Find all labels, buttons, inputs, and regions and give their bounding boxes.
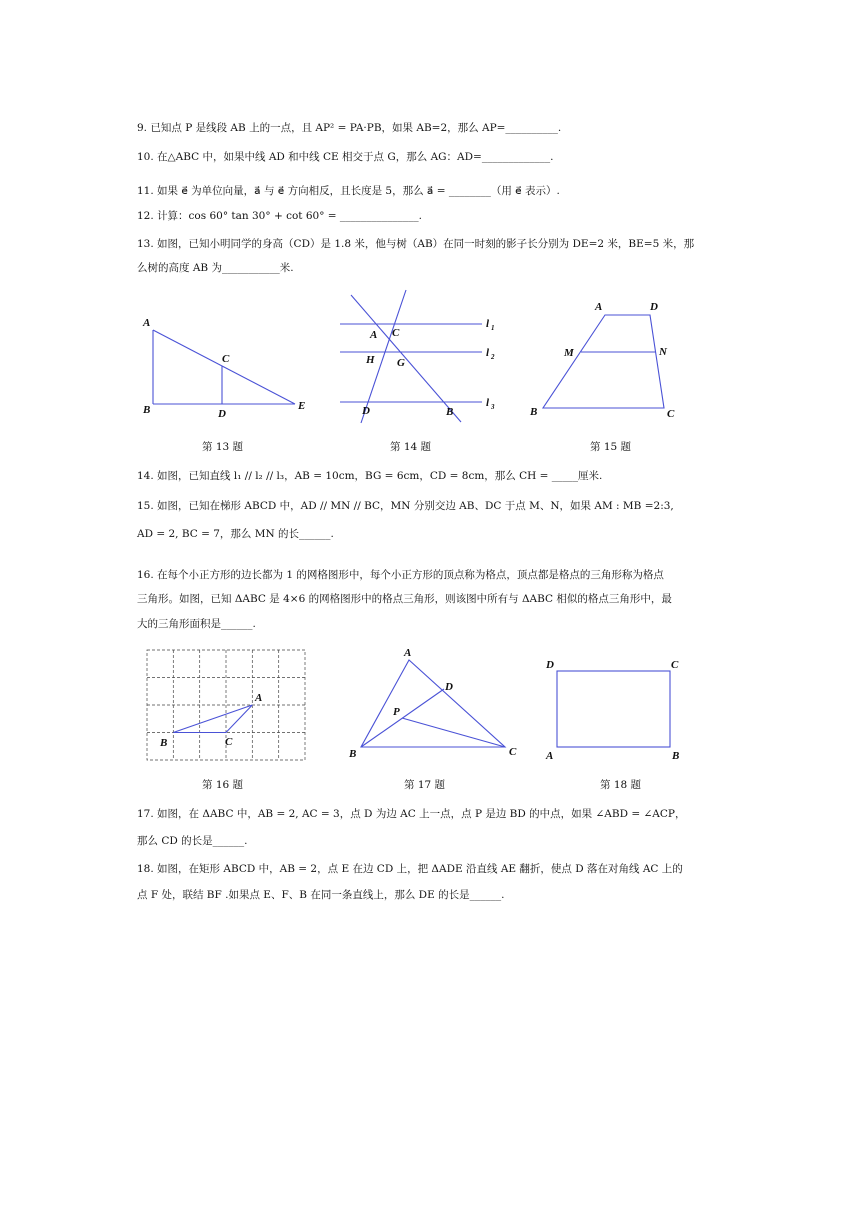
question-17-line1: 17. 如图，在 ΔABC 中，AB = 2, AC = 3，点 D 为边 AC 上一点，点 P 是边 BD 的中点，如果 ∠ABD = ∠ACP， <box>137 808 686 820</box>
question-16-line2: 三角形。如图，已知 ΔABC 是 4×6 的网格图形中的格点三角形，则该图中所有与 ΔABC 相似的格点三角形中，最 <box>137 593 672 605</box>
fig14-label-h: H <box>366 354 375 366</box>
fig14-label-b: B <box>446 406 454 418</box>
fig18-rectangle-abcd <box>557 671 670 747</box>
fig13-label-a: A <box>143 317 151 329</box>
question-15-line1: 15. 如图，已知在梯形 ABCD 中，AD // MN // BC，MN 分别交边 AB、DC 于点 M、N，如果 AM : MB =2:3, <box>137 500 674 512</box>
fig18-label-b: B <box>672 750 680 762</box>
fig13-segment-ae <box>153 330 295 404</box>
fig16-triangle-abc <box>173 705 252 733</box>
figure-14 <box>336 290 516 430</box>
question-18-line2: 点 F 处，联结 BF .如果点 E、F、B 在同一条直线上，那么 DE 的长是______. <box>137 889 505 901</box>
fig13-label-e: E <box>298 400 306 412</box>
question-17-line2: 那么 CD 的长是______. <box>137 835 248 847</box>
fig14-label-g: G <box>397 357 405 369</box>
fig14-label-l2: l <box>486 347 490 359</box>
caption-15: 第 15 题 <box>590 441 632 453</box>
fig16-label-b: B <box>160 737 168 749</box>
question-16-line3: 大的三角形面积是______. <box>137 618 256 630</box>
fig14-label-c: C <box>392 327 400 339</box>
fig15-label-b: B <box>530 406 538 418</box>
fig15-label-a: A <box>595 301 603 313</box>
fig14-label-l1-sub: 1 <box>491 324 495 332</box>
question-18-line1: 18. 如图，在矩形 ABCD 中，AB = 2，点 E 在边 CD 上，把 ΔADE 沿直线 AE 翻折，使点 D 落在对角线 AC 上的 <box>137 863 683 875</box>
fig15-label-c: C <box>667 408 675 420</box>
question-14: 14. 如图，已知直线 l₁ // l₂ // l₃，AB = 10cm，BG = 6cm，CD = 8cm，那么 CH = _____厘米. <box>137 470 603 482</box>
fig18-label-a: A <box>546 750 554 762</box>
fig15-label-m: M <box>564 347 574 359</box>
fig18-label-c: C <box>671 659 679 671</box>
question-13-line2: 么树的高度 AB 为___________米. <box>137 262 294 274</box>
fig13-label-b: B <box>143 404 151 416</box>
fig17-label-a: A <box>404 647 412 659</box>
fig18-label-d: D <box>546 659 554 671</box>
fig13-label-c: C <box>222 353 230 365</box>
fig15-label-d: D <box>650 301 658 313</box>
question-9: 9. 已知点 P 是线段 AB 上的一点，且 AP² = PA·PB，如果 AB=2，那么 AP=__________. <box>137 122 562 134</box>
question-16-line1: 16. 在每个小正方形的边长都为 1 的网格图形中，每个小正方形的顶点称为格点，顶点都是格点的三角形称为格点 <box>137 569 664 581</box>
figure-17 <box>345 643 525 763</box>
figure-18 <box>542 652 702 772</box>
fig14-label-d: D <box>362 405 370 417</box>
fig14-label-l1: l <box>486 318 490 330</box>
fig17-label-p: P <box>393 706 400 718</box>
fig15-label-n: N <box>659 346 667 358</box>
caption-18: 第 18 题 <box>600 779 642 791</box>
fig14-label-a: A <box>370 329 378 341</box>
figure-13 <box>140 312 320 442</box>
fig14-label-l3-sub: 3 <box>491 403 495 411</box>
fig17-label-d: D <box>445 681 453 693</box>
question-13-line1: 13. 如图，已知小明同学的身高（CD）是 1.8 米，他与树（AB）在同一时刻的影子长分别为 DE=2 米，BE=5 米，那 <box>137 238 695 250</box>
fig17-label-b: B <box>349 748 357 760</box>
fig17-label-c: C <box>509 746 517 758</box>
caption-13: 第 13 题 <box>202 441 244 453</box>
fig14-label-l3: l <box>486 397 490 409</box>
caption-14: 第 14 题 <box>390 441 432 453</box>
fig16-label-c: C <box>225 736 233 748</box>
caption-16: 第 16 题 <box>202 779 244 791</box>
figure-16 <box>140 643 310 763</box>
fig16-label-a: A <box>255 692 263 704</box>
fig13-label-d: D <box>218 408 226 420</box>
caption-17: 第 17 题 <box>404 779 446 791</box>
question-12: 12. 计算：cos 60° tan 30° + cot 60° = _______________. <box>137 210 423 222</box>
fig15-trapezoid <box>543 315 664 408</box>
fig17-triangle-abc <box>361 660 505 747</box>
question-15-line2: AD = 2, BC = 7，那么 MN 的长______. <box>137 528 334 540</box>
figure-15 <box>526 298 686 428</box>
question-11: 11. 如果 e⃗ 为单位向量，a⃗ 与 e⃗ 方向相反，且长度是 5，那么 a⃗ = ________（用 e⃗ 表示）. <box>137 185 560 197</box>
question-10: 10. 在△ABC 中，如果中线 AD 和中线 CE 相交于点 G，那么 AG：AD=_____________. <box>137 151 554 163</box>
fig14-label-l2-sub: 2 <box>491 353 495 361</box>
